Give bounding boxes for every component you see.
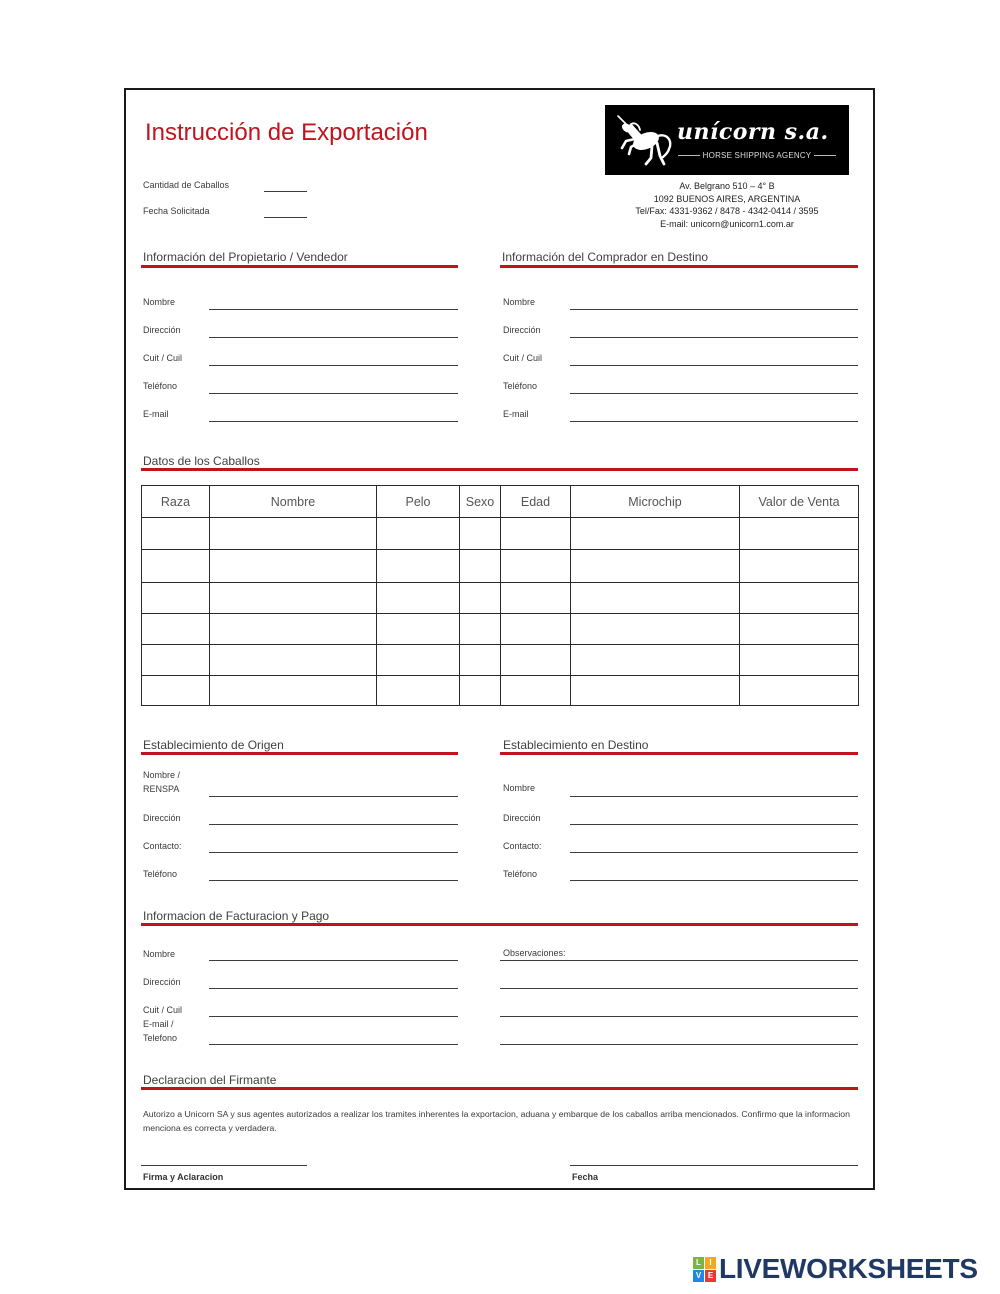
buyer-name-input[interactable] — [570, 309, 858, 310]
column-header-nombre: Nombre — [210, 486, 377, 518]
owner-cuit-input[interactable] — [209, 365, 458, 366]
billing-address-input[interactable] — [209, 988, 458, 989]
origin-phone-input[interactable] — [209, 880, 458, 881]
signature-label: Firma y Aclaracion — [143, 1172, 224, 1182]
buyer-phone-label: Teléfono — [503, 381, 538, 391]
origin-heading: Establecimiento de Origen — [143, 738, 284, 752]
billing-email-label: E-mail / — [143, 1019, 174, 1029]
raza-cell[interactable] — [142, 583, 210, 614]
column-header-sexo: Sexo — [460, 486, 501, 518]
microchip-cell[interactable] — [571, 614, 740, 645]
table-row — [142, 518, 859, 550]
sexo-cell[interactable] — [460, 583, 501, 614]
sexo-cell[interactable] — [460, 614, 501, 645]
pelo-cell[interactable] — [377, 614, 460, 645]
valor-venta-cell[interactable] — [740, 583, 859, 614]
billing-name-label: Nombre — [143, 949, 176, 959]
destination-contact-input[interactable] — [570, 852, 858, 853]
microchip-cell[interactable] — [571, 583, 740, 614]
declaration-divider — [141, 1087, 858, 1090]
icon-tile-l: L — [693, 1257, 704, 1269]
destination-name-input[interactable] — [570, 796, 858, 797]
sexo-cell[interactable] — [460, 518, 501, 550]
billing-name-input[interactable] — [209, 960, 458, 961]
pelo-cell[interactable] — [377, 645, 460, 676]
company-logo — [605, 105, 849, 175]
observations-line-2[interactable] — [500, 988, 858, 989]
icon-tile-v: V — [693, 1270, 704, 1282]
column-header-pelo: Pelo — [377, 486, 460, 518]
origin-contact-label: Contacto: — [143, 841, 182, 851]
nombre-cell[interactable] — [210, 518, 377, 550]
sexo-cell[interactable] — [460, 676, 501, 706]
buyer-address-label: Dirección — [503, 325, 541, 335]
horse-count-label: Cantidad de Caballos — [143, 180, 230, 190]
request-date-input[interactable] — [264, 217, 307, 218]
buyer-phone-input[interactable] — [570, 393, 858, 394]
microchip-cell[interactable] — [571, 645, 740, 676]
owner-address-input[interactable] — [209, 337, 458, 338]
billing-cuit-label: Cuit / Cuil — [143, 1005, 183, 1015]
page-title: Instrucción de Exportación — [145, 119, 428, 146]
valor-venta-cell[interactable] — [740, 676, 859, 706]
logo-tagline — [678, 149, 836, 161]
origin-address-label: Dirección — [143, 813, 181, 823]
nombre-cell[interactable] — [210, 645, 377, 676]
buyer-address-input[interactable] — [570, 337, 858, 338]
raza-cell[interactable] — [142, 518, 210, 550]
owner-name-input[interactable] — [209, 309, 458, 310]
declaration-text: Autorizo a Unicorn SA y sus agentes autorizados a realizar los tramites inherentes la exportacion, aduana y embarque de los caballos arriba mencionados. Confirmo que la informacion menciona es correcta y verdadera. — [143, 1109, 850, 1133]
buyer-email-input[interactable] — [570, 421, 858, 422]
column-header-microchip: Microchip — [571, 486, 740, 518]
company-address — [612, 180, 842, 230]
table-header-row — [142, 486, 859, 518]
buyer-cuit-input[interactable] — [570, 365, 858, 366]
billing-phone-label: Telefono — [143, 1033, 178, 1043]
icon-tile-i: I — [705, 1257, 716, 1269]
raza-cell[interactable] — [142, 614, 210, 645]
column-header-edad: Edad — [501, 486, 571, 518]
table-row — [142, 614, 859, 645]
column-header-valor-venta: Valor de Venta — [740, 486, 859, 518]
raza-cell[interactable] — [142, 645, 210, 676]
liveworksheets-logo[interactable]: LIVEWORKSHEETS — [719, 1253, 978, 1284]
pelo-cell[interactable] — [377, 518, 460, 550]
owner-address-label: Dirección — [143, 325, 181, 335]
billing-email-phone-input[interactable] — [209, 1044, 458, 1045]
destination-divider — [500, 752, 858, 755]
table-row — [142, 583, 859, 614]
destination-address-label: Dirección — [503, 813, 541, 823]
owner-divider — [141, 265, 458, 268]
declaration-heading: Declaracion del Firmante — [143, 1073, 277, 1087]
raza-cell[interactable] — [142, 550, 210, 583]
owner-phone-input[interactable] — [209, 393, 458, 394]
pelo-cell[interactable] — [377, 550, 460, 583]
table-row — [142, 645, 859, 676]
nombre-cell[interactable] — [210, 583, 377, 614]
owner-cuit-label: Cuit / Cuil — [143, 353, 183, 363]
owner-email-label: E-mail — [143, 409, 169, 419]
owner-name-label: Nombre — [143, 297, 176, 307]
microchip-cell[interactable] — [571, 550, 740, 583]
destination-address-input[interactable] — [570, 824, 858, 825]
observations-label: Observaciones: — [503, 948, 566, 958]
table-row — [142, 550, 859, 583]
edad-cell[interactable] — [501, 583, 571, 614]
origin-name-input[interactable] — [209, 796, 458, 797]
origin-divider — [141, 752, 458, 755]
logo-brand-name: unícorn s.a. — [677, 119, 829, 145]
buyer-divider — [500, 265, 858, 268]
table-row — [142, 676, 859, 706]
origin-address-input[interactable] — [209, 824, 458, 825]
microchip-cell[interactable] — [571, 518, 740, 550]
address-street: Av. Belgrano 510 – 4° B — [679, 181, 775, 191]
buyer-heading: Información del Comprador en Destino — [502, 250, 709, 264]
nombre-cell[interactable] — [210, 614, 377, 645]
signature-date-input[interactable] — [570, 1165, 858, 1166]
owner-phone-label: Teléfono — [143, 381, 178, 391]
request-date-label: Fecha Solicitada — [143, 206, 210, 216]
destination-phone-label: Teléfono — [503, 869, 538, 879]
address-phone: Tel/Fax: 4331-9362 / 8478 - 4342-0414 / 3595 — [635, 206, 819, 216]
valor-venta-cell[interactable] — [740, 518, 859, 550]
liveworksheets-icon — [693, 1257, 716, 1282]
logo-tagline-text: HORSE SHIPPING AGENCY — [702, 150, 812, 160]
valor-venta-cell[interactable] — [740, 614, 859, 645]
buyer-email-label: E-mail — [503, 409, 529, 419]
billing-heading: Informacion de Facturacion y Pago — [143, 909, 330, 923]
raza-cell[interactable] — [142, 676, 210, 706]
signature-date-label: Fecha — [572, 1172, 599, 1182]
nombre-cell[interactable] — [210, 676, 377, 706]
edad-cell[interactable] — [501, 518, 571, 550]
horses-divider — [141, 468, 858, 471]
edad-cell[interactable] — [501, 645, 571, 676]
address-email: E-mail: unicorn@unicorn1.com.ar — [660, 218, 794, 229]
valor-venta-cell[interactable] — [740, 550, 859, 583]
owner-heading: Información del Propietario / Vendedor — [143, 250, 348, 264]
origin-name-label: Nombre / RENSPA — [143, 770, 181, 794]
edad-cell[interactable] — [501, 550, 571, 583]
valor-venta-cell[interactable] — [740, 645, 859, 676]
icon-tile-e: E — [705, 1270, 716, 1282]
destination-heading: Establecimiento en Destino — [503, 738, 649, 752]
sexo-cell[interactable] — [460, 550, 501, 583]
billing-address-label: Dirección — [143, 977, 181, 987]
origin-phone-label: Teléfono — [143, 869, 178, 879]
buyer-cuit-label: Cuit / Cuil — [503, 353, 543, 363]
unicorn-icon — [613, 113, 673, 168]
horses-table — [141, 485, 859, 706]
billing-cuit-input[interactable] — [209, 1016, 458, 1017]
owner-email-input[interactable] — [209, 421, 458, 422]
destination-name-label: Nombre — [503, 783, 536, 793]
edad-cell[interactable] — [501, 614, 571, 645]
signature-input[interactable] — [141, 1165, 307, 1166]
horses-heading: Datos de los Caballos — [143, 454, 260, 468]
column-header-raza: Raza — [142, 486, 210, 518]
buyer-name-label: Nombre — [503, 297, 536, 307]
pelo-cell[interactable] — [377, 676, 460, 706]
billing-divider — [141, 923, 858, 926]
destination-phone-input[interactable] — [570, 880, 858, 881]
address-city: 1092 BUENOS AIRES, ARGENTINA — [653, 193, 801, 204]
microchip-cell[interactable] — [571, 676, 740, 706]
observations-line-4[interactable] — [500, 1044, 858, 1045]
observations-line-1[interactable] — [500, 960, 858, 961]
origin-contact-input[interactable] — [209, 852, 458, 853]
observations-line-3[interactable] — [500, 1016, 858, 1017]
destination-contact-label: Contacto: — [503, 841, 542, 851]
horse-count-input[interactable] — [264, 191, 307, 192]
sexo-cell[interactable] — [460, 645, 501, 676]
nombre-cell[interactable] — [210, 550, 377, 583]
pelo-cell[interactable] — [377, 583, 460, 614]
edad-cell[interactable] — [501, 676, 571, 706]
